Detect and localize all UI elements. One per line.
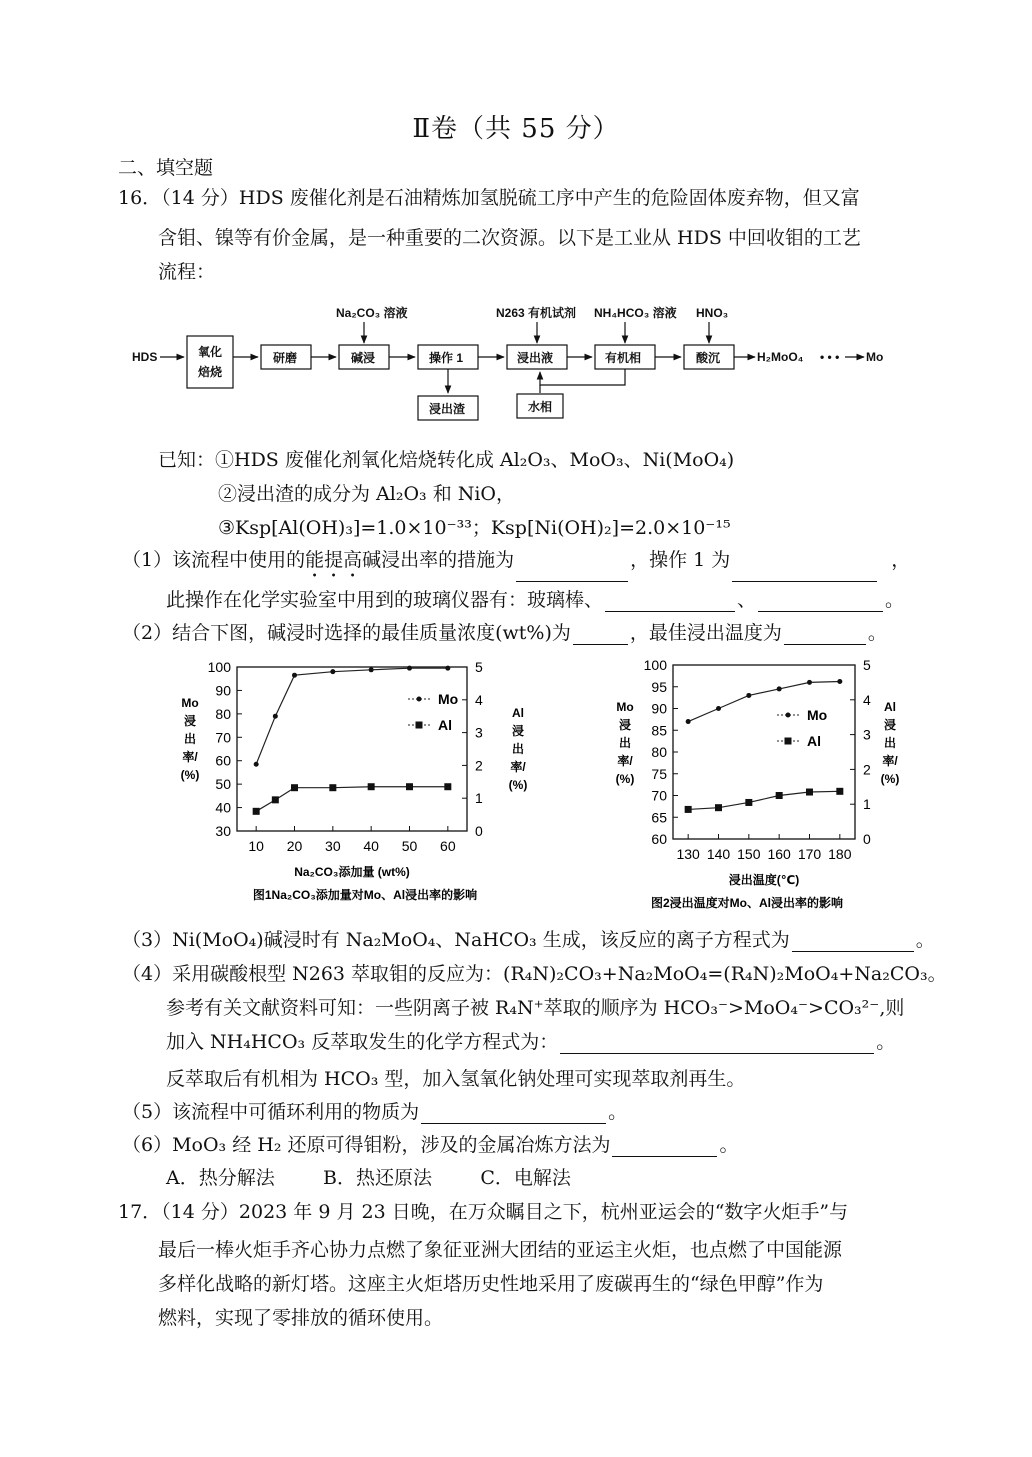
x-axis-tick-label: 130	[676, 846, 700, 862]
data-point-al	[444, 783, 451, 790]
answer-blank-5[interactable]	[421, 1103, 606, 1124]
q16-part-5	[122, 1100, 627, 1124]
flow-box-alkali-label: 碱浸	[351, 351, 376, 365]
plot-frame	[237, 667, 467, 831]
q16-part-4-line-3	[166, 1030, 895, 1054]
legend-label-mo: Mo	[438, 691, 459, 707]
x-axis-tick-label: 160	[767, 846, 791, 862]
q16-part-4-line-4: 反萃取后有机相为 HCO₃ 型，加入氢氧化钠处理可实现萃取剂再生。	[166, 1068, 746, 1090]
x-axis-tick-label: 30	[325, 838, 341, 854]
data-point-al	[406, 783, 413, 790]
right-axis-label-part: Al	[512, 706, 524, 720]
q16-intro-line-2: 含钼、镍等有价金属，是一种重要的二次资源。以下是工业从 HDS 中回收钼的工艺	[158, 227, 861, 249]
right-axis-label-part: 率/	[510, 760, 526, 774]
data-point-al	[368, 783, 375, 790]
x-axis-tick-label: 180	[828, 846, 852, 862]
x-axis-label: 浸出温度(℃)	[728, 873, 800, 887]
p6-text-a: （6）MoO₃ 经 H₂ 还原可得钼粉，涉及的金属冶炼方法为	[122, 1134, 611, 1156]
chart-caption: 图1Na₂CO₃添加量对Mo、Al浸出率的影响	[252, 888, 478, 902]
data-point-mo	[716, 706, 721, 711]
q16-intro-line-1: 16．（14 分）HDS 废催化剂是石油精炼加氢脱硫工序中产生的危险固体废弃物，但又富	[118, 187, 860, 209]
flow-box-leach-liquid-label: 浸出液	[517, 351, 554, 365]
right-axis-label-part: (%)	[880, 772, 900, 786]
data-point-al	[329, 784, 336, 791]
data-point-mo	[407, 666, 412, 671]
p1-text-g: 。	[885, 589, 905, 611]
flow-input-na2co3: Na₂CO₃ 溶液	[336, 306, 408, 320]
data-point-al	[685, 806, 692, 813]
left-axis-tick-label: 100	[207, 659, 231, 675]
answer-blank-1d[interactable]	[758, 591, 883, 612]
data-point-al	[776, 792, 783, 799]
legend-label-al: Al	[438, 717, 452, 733]
q17-line-1: 17．（14 分）2023 年 9 月 23 日晚，在万众瞩目之下，杭州亚运会的“数字火炬手”与	[118, 1201, 849, 1223]
flow-box-water-label: 水相	[528, 400, 553, 414]
answer-blank-1a[interactable]	[516, 561, 628, 582]
x-axis-tick-label: 20	[286, 838, 303, 854]
x-axis-tick-label: 10	[248, 838, 264, 854]
x-axis-tick-label: 170	[797, 846, 822, 862]
flow-input-hds: HDS	[132, 350, 158, 364]
series-line-al	[256, 787, 448, 812]
x-axis-tick-label: 150	[737, 846, 761, 862]
p1-text-f: 、	[737, 589, 757, 611]
answer-blank-2a[interactable]	[573, 624, 628, 645]
left-axis-label-part: (%)	[180, 768, 200, 782]
flow-output-dots: • • •	[820, 350, 840, 364]
left-axis-label-part: 率/	[182, 750, 198, 764]
answer-blank-6[interactable]	[612, 1136, 717, 1157]
right-axis-label-part: 出	[883, 736, 897, 750]
q16-part-4-line-2: 参考有关文献资料可知：一些阴离子被 R₄N⁺萃取的顺序为 HCO₃⁻>MoO₄⁻>CO₃²⁻,则	[166, 997, 905, 1019]
left-axis-tick-label: 95	[651, 678, 667, 695]
data-point-mo	[292, 673, 297, 678]
left-axis-label-part: 浸	[618, 718, 632, 732]
data-point-al	[253, 808, 260, 815]
data-point-mo	[273, 714, 278, 719]
right-axis-label-part: Al	[884, 700, 896, 714]
left-axis-tick-label: 75	[651, 765, 667, 782]
data-point-mo	[254, 762, 259, 767]
left-axis-label-part: Mo	[181, 696, 199, 710]
data-point-al	[836, 788, 843, 795]
p1-text-b: 碱浸出率的措施为	[362, 549, 515, 571]
p1-emphasis-text: 能提高	[305, 549, 363, 571]
right-axis-label-part: 浸	[883, 718, 897, 732]
q16-part-3	[122, 928, 935, 952]
left-axis-tick-label: 40	[215, 799, 231, 816]
answer-blank-3[interactable]	[792, 931, 914, 952]
p1-text-a: （1）该流程中使用的	[122, 549, 306, 571]
chart-2-temperature-effect	[605, 655, 915, 910]
data-point-al	[715, 804, 722, 811]
legend-label-al: Al	[807, 733, 821, 749]
q17-line-2: 最后一棒火炬手齐心协力点燃了象征亚洲大团结的亚运主火炬，也点燃了中国能源	[158, 1239, 843, 1261]
flow-input-nh4hco3: NH₄HCO₃ 溶液	[594, 306, 677, 320]
series-line-al	[688, 791, 840, 809]
p1-text-e: 此操作在化学实验室中用到的玻璃仪器有：玻璃棒、	[166, 589, 604, 611]
known-condition-3: ③Ksp[Al(OH)₃]=1.0×10⁻³³；Ksp[Ni(OH)₂]=2.0×10⁻¹⁵	[218, 517, 731, 539]
x-axis-tick-label: 60	[440, 838, 456, 854]
data-point-mo	[445, 666, 450, 671]
left-axis-tick-label: 85	[651, 722, 667, 739]
x-axis-tick-label: 140	[706, 846, 731, 862]
left-axis-tick-label: 70	[215, 729, 231, 746]
flow-box-grind-label: 研磨	[273, 351, 298, 365]
p3-text-a: （3）Ni(MoO₄)碱浸时有 Na₂MoO₄、NaHCO₃ 生成，该反应的离子方程式为	[122, 929, 790, 951]
x-axis-tick-label: 40	[363, 838, 379, 854]
right-axis-tick-label: 4	[863, 691, 871, 708]
answer-blank-1c[interactable]	[605, 591, 735, 612]
q16-part-1-line-1	[122, 548, 910, 582]
right-axis-tick-label: 3	[863, 726, 871, 743]
data-point-mo	[777, 686, 782, 691]
legend-marker-mo	[417, 697, 422, 702]
q16-part-6-options: A．热分解法 B．热还原法 C．电解法	[166, 1167, 571, 1189]
p3-text-b: 。	[915, 929, 935, 951]
flow-box-op1-label: 操作 1	[429, 351, 464, 365]
section-heading: 二、填空题	[118, 157, 214, 179]
p1-text-c: ，操作 1 为	[630, 549, 731, 571]
answer-blank-4[interactable]	[560, 1033, 874, 1054]
p2-text-c: 。	[867, 622, 887, 644]
left-axis-tick-label: 80	[215, 705, 231, 722]
p1-text-d: ，	[891, 549, 911, 571]
flow-input-n263: N263 有机试剂	[496, 306, 577, 320]
left-axis-tick-label: 60	[215, 752, 231, 769]
right-axis-label-part: (%)	[508, 778, 528, 792]
data-point-mo	[746, 693, 751, 698]
q16-intro-line-3: 流程：	[158, 261, 216, 283]
right-axis-label-part: 浸	[511, 724, 525, 738]
data-point-al	[745, 799, 752, 806]
flow-output-mo: Mo	[866, 350, 884, 364]
q16-part-6	[122, 1133, 739, 1157]
p2-text-b: ，最佳浸出温度为	[629, 622, 782, 644]
right-axis-tick-label: 2	[475, 757, 483, 774]
right-axis-tick-label: 5	[475, 659, 483, 675]
flow-input-hno3: HNO₃	[696, 306, 729, 320]
left-axis-tick-label: 70	[651, 787, 667, 804]
data-point-mo	[369, 667, 374, 672]
legend-marker-al	[785, 738, 792, 745]
left-axis-label-part: 出	[183, 732, 197, 746]
left-axis-tick-label: 100	[643, 657, 667, 673]
series-line-mo	[256, 668, 448, 764]
left-axis-label-part: Mo	[616, 700, 634, 714]
right-axis-tick-label: 5	[863, 657, 871, 673]
chart-1-na2co3-effect	[170, 655, 540, 910]
chart-caption: 图2浸出温度对Mo、Al浸出率的影响	[650, 896, 844, 910]
flow-box-residue-label: 浸出渣	[429, 402, 466, 416]
legend-label-mo: Mo	[807, 707, 828, 723]
process-flow-diagram	[120, 300, 900, 425]
page-title: Ⅱ卷（共 55 分）	[412, 114, 620, 144]
p4-text-3: 加入 NH₄HCO₃ 反萃取发生的化学方程式为：	[166, 1031, 559, 1053]
data-point-al	[291, 784, 298, 791]
left-axis-tick-label: 90	[651, 700, 667, 717]
left-axis-tick-label: 90	[215, 682, 231, 699]
flow-output-h2moo4: H₂MoO₄	[757, 350, 804, 364]
right-axis-tick-label: 1	[475, 790, 483, 807]
left-axis-label-part: 浸	[183, 714, 197, 728]
answer-blank-2b[interactable]	[784, 624, 866, 645]
legend-marker-al	[416, 722, 423, 729]
p4-text-3b: 。	[876, 1031, 896, 1053]
left-axis-label-part: 率/	[617, 754, 633, 768]
q16-part-2	[122, 621, 887, 645]
answer-blank-1b[interactable]	[732, 561, 877, 582]
q16-part-4-line-1: （4）采用碳酸根型 N263 萃取钼的反应为：(R₄N)₂CO₃+Na₂MoO₄=(R₄N)₂MoO₄+Na₂CO₃。	[122, 963, 947, 985]
left-axis-tick-label: 80	[651, 744, 667, 760]
known-condition-2: ②浸出渣的成分为 Al₂O₃ 和 NiO，	[218, 483, 516, 505]
p5-text-a: （5）该流程中可循环利用的物质为	[122, 1101, 420, 1123]
flow-box-oxidize-roast	[187, 336, 233, 388]
x-axis-tick-label: 50	[401, 838, 418, 854]
right-axis-label-part: 出	[511, 742, 525, 756]
p5-text-b: 。	[608, 1101, 628, 1123]
right-axis-tick-label: 3	[475, 724, 483, 741]
flow-box-oxidize-label-1: 氧化	[198, 345, 223, 359]
p2-text-a: （2）结合下图，碱浸时选择的最佳质量浓度(wt%)为	[122, 622, 571, 644]
right-axis-tick-label: 1	[863, 796, 871, 813]
right-axis-label-part: 率/	[882, 754, 898, 768]
left-axis-tick-label: 30	[215, 823, 231, 839]
q17-line-3: 多样化战略的新灯塔。这座主火炬塔历史性地采用了废碳再生的“绿色甲醇”作为	[158, 1273, 824, 1295]
right-axis-tick-label: 4	[475, 691, 483, 708]
known-condition-1: 已知：①HDS 废催化剂氧化焙烧转化成 Al₂O₃、MoO₃、Ni(MoO₄)	[158, 449, 735, 471]
data-point-al	[806, 789, 813, 796]
plot-frame	[673, 665, 855, 839]
legend-marker-mo	[786, 713, 791, 718]
flow-box-oxidize-label-2: 焙烧	[198, 365, 223, 379]
left-axis-tick-label: 60	[651, 831, 667, 847]
p6-text-b: 。	[719, 1134, 739, 1156]
data-point-mo	[837, 679, 842, 684]
flow-box-acid-label: 酸沉	[696, 351, 721, 365]
right-axis-tick-label: 0	[863, 831, 871, 847]
left-axis-label-part: 出	[618, 736, 632, 750]
q17-line-4: 燃料，实现了零排放的循环使用。	[158, 1307, 444, 1329]
right-axis-tick-label: 0	[475, 823, 483, 839]
left-axis-tick-label: 65	[651, 809, 667, 826]
right-axis-tick-label: 2	[863, 761, 871, 778]
data-point-mo	[807, 680, 812, 685]
data-point-mo	[330, 669, 335, 674]
data-point-al	[272, 796, 279, 803]
x-axis-label: Na₂CO₃添加量 (wt%)	[294, 865, 410, 879]
data-point-mo	[686, 719, 691, 724]
left-axis-tick-label: 50	[215, 776, 231, 793]
flow-box-organic-label: 有机相	[605, 351, 642, 365]
q16-part-1-line-2	[166, 588, 904, 612]
left-axis-label-part: (%)	[615, 772, 635, 786]
